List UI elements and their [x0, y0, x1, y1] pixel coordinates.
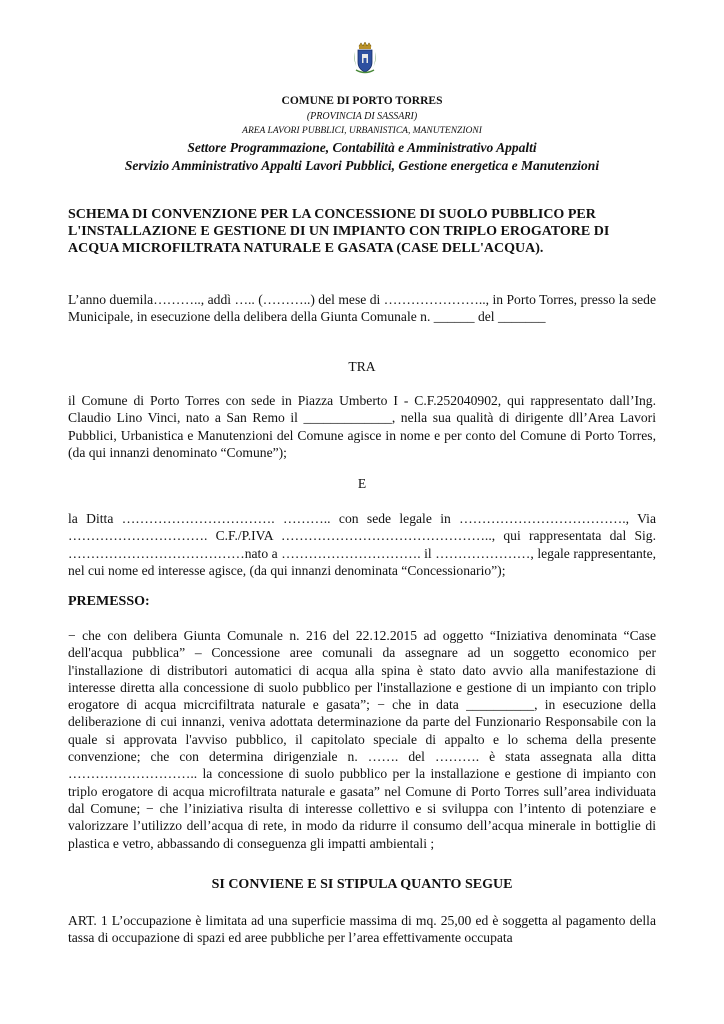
document-title: SCHEMA DI CONVENZIONE PER LA CONCESSIONE DI SUOLO PUBBLICO PER L'INSTALLAZIONE E GESTIONE DI UN IMPIANTO CON TRIPLO EROGATORE DI ACQUA MICROFILTRATA NATURALE E GASATA (CASE DELL'ACQUA). — [68, 207, 610, 256]
ditta-party-paragraph: la Ditta ……………………………. ……….. con sede legale in ………………………………., Via …………………………. C.F./P.IVA ……………………………………….., qui rappresentata dal Sig. …………………………………nato a …………………………. il …………………, legale rappresentante, nel cui nome ed interesse agisce, (da qui innanzi denominata “Concessionario”); — [68, 511, 656, 578]
province-name: (PROVINCIA DI SASSARI) — [306, 111, 418, 122]
convention-heading: SI CONVIENE E SI STIPULA QUANTO SEGUE — [211, 877, 513, 892]
e-separator: E — [357, 476, 367, 491]
article-1-paragraph: ART. 1 L’occupazione è limitata ad una superficie massima di mq. 25,00 ed è soggetta al pagamento della tassa di occupazione di spazi ed aree pubbliche per l’area effettivamente occupata — [68, 913, 656, 946]
comune-party-paragraph: il Comune di Porto Torres con sede in Piazza Umberto I - C.F.252040902, qui rappresentato dall’Ing. Claudio Lino Vinci, nato a San Remo il _____________, nella sua qualità di dirigente dll’Area Lavori Pubblici, Urbanistica e Manutenzioni del Comune agisce in nome e per conto del Comune di Porto Torres, (da qui innanzi denominato “Comune”); — [68, 393, 656, 460]
service-name: Servizio Amministrativo Appalti Lavori Pubblici, Gestione energetica e Manutenzioni — [124, 158, 600, 173]
premesso-heading: PREMESSO: — [68, 594, 150, 609]
tra-separator: TRA — [348, 359, 376, 374]
sector-name: Settore Programmazione, Contabilità e Amministrativo Appalti — [187, 140, 537, 155]
premesso-paragraph: − che con delibera Giunta Comunale n. 216 del 22.12.2015 ad oggetto “Iniziativa denominata “Case dell'acqua pubblica” – Concessione aree comunali da assegnare ad un soggetto economico per l'installazione di distributori automatici di acqua alla spina è stato dato avvio alla manifestazione di interesse diretta alla concessione di suolo pubblico per l'installazione e gestione di un impianto con triplo erogatore di acqua micrcifiltrata naturale e gasata”; − che in data __________, in esecuzione della deliberazione di cui innanzi, veniva adottata determinazione da parte del Funzionario Responsabile con la quale si approvata l'avviso pubblico, il capitolato speciale di appalto e lo schema della presente convenzione; che con determina dirigenziale n. ……. del ………. è stata assegnata alla ditta ……………………….. la concessione di suolo pubblico per la installazione e gestione di impianto con triplo erogatore di acqua microfiltrata naturale e gasata” nel Comune di Porto Torres sull’area individuata dal Comune; − che l’iniziativa risulta di interesse collettivo e si sviluppa con l’intento di potenziare e valorizzare l’utilizzo dell’acqua di rete, in modo da ridurre il consumo dell’acqua minerale in bottiglie di plastica e vetro, abbassando di conseguenza gli impatti ambientali ; — [68, 628, 656, 851]
department-name: AREA LAVORI PUBBLICI, URBANISTICA, MANUTENZIONI — [242, 126, 482, 136]
coat-of-arms-icon — [352, 42, 378, 76]
intro-paragraph: L’anno duemila……….., addì ….. (………..) del mese di ………………….., in Porto Torres, presso la sede Municipale, in esecuzione della delibera della Giunta Comunale n. ______ del _______ — [68, 292, 656, 325]
municipality-name: COMUNE DI PORTO TORRES — [281, 95, 443, 107]
